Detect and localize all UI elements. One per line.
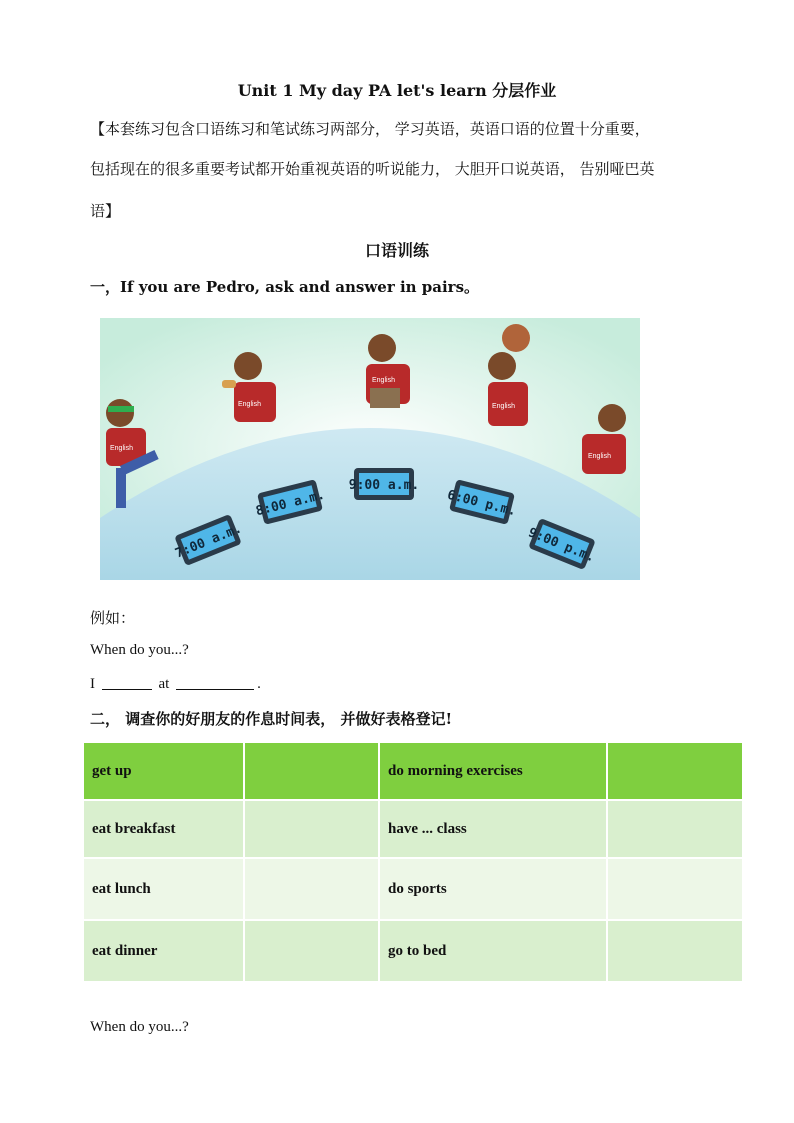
intro-line-1: 【本套练习包含口语练习和笔试练习两部分， 学习英语，英语口语的位置十分重要， (90, 120, 650, 138)
activity-cell: eat dinner (83, 920, 244, 982)
blank-time[interactable] (176, 675, 254, 690)
intro-line-2: 包括现在的很多重要考试都开始重视英语的听说能力， 大胆开口说英语， 告别哑巴英 (90, 160, 655, 178)
time-cell[interactable] (244, 858, 379, 920)
footer-question: When do you...? (90, 1019, 189, 1035)
svg-text:9:00 p.m.: 9:00 p.m. (525, 525, 597, 566)
example-question: When do you...? (90, 642, 189, 658)
table-row (83, 800, 743, 858)
answer-end: . (257, 676, 261, 692)
table-row (83, 920, 743, 982)
time-cell[interactable] (607, 920, 743, 982)
svg-text:7:00 a.m.: 7:00 a.m. (173, 521, 245, 562)
activity-cell: have ... class (379, 800, 607, 858)
svg-text:English: English (238, 401, 261, 408)
activity-cell: go to bed (379, 920, 607, 982)
question-2: 二， 调查你的好朋友的作息时间表， 并做好表格登记! (90, 710, 453, 728)
svg-text:English: English (372, 377, 395, 384)
answer-mid: at (158, 676, 170, 692)
question-1: 一，If you are Pedro, ask and answer in pairs。 (90, 278, 480, 296)
example-label: 例如： (90, 611, 136, 627)
activity-cell: do morning exercises (379, 742, 607, 800)
time-cell[interactable] (244, 800, 379, 858)
activity-cell: do sports (379, 858, 607, 920)
section-subtitle: 口语训练 (364, 241, 429, 260)
activity-cell: get up (83, 742, 244, 800)
schedule-table (82, 741, 744, 983)
time-cell[interactable] (607, 742, 743, 800)
blank-activity[interactable] (102, 675, 152, 690)
time-cell[interactable] (244, 742, 379, 800)
clock-icon-3 (349, 468, 419, 500)
time-cell[interactable] (607, 800, 743, 858)
svg-text:9:00 a.m.: 9:00 a.m. (348, 478, 420, 493)
activity-cell: eat lunch (83, 858, 244, 920)
svg-text:6:00 p.m.: 6:00 p.m. (445, 487, 518, 520)
page-title: Unit 1 My day PA let's learn 分层作业 (237, 81, 557, 100)
svg-text:English: English (492, 403, 515, 410)
example-answer (90, 675, 261, 693)
table-row (83, 858, 743, 920)
svg-text:8:00 a.m.: 8:00 a.m. (254, 487, 327, 520)
table-row (83, 742, 743, 800)
daily-routine-illustration (100, 318, 640, 580)
activity-cell: eat breakfast (83, 800, 244, 858)
answer-start: I (90, 676, 95, 692)
time-cell[interactable] (607, 858, 743, 920)
intro-line-3: 语】 (90, 202, 121, 220)
time-cell[interactable] (244, 920, 379, 982)
svg-text:English: English (110, 445, 133, 452)
svg-text:English: English (588, 453, 611, 460)
